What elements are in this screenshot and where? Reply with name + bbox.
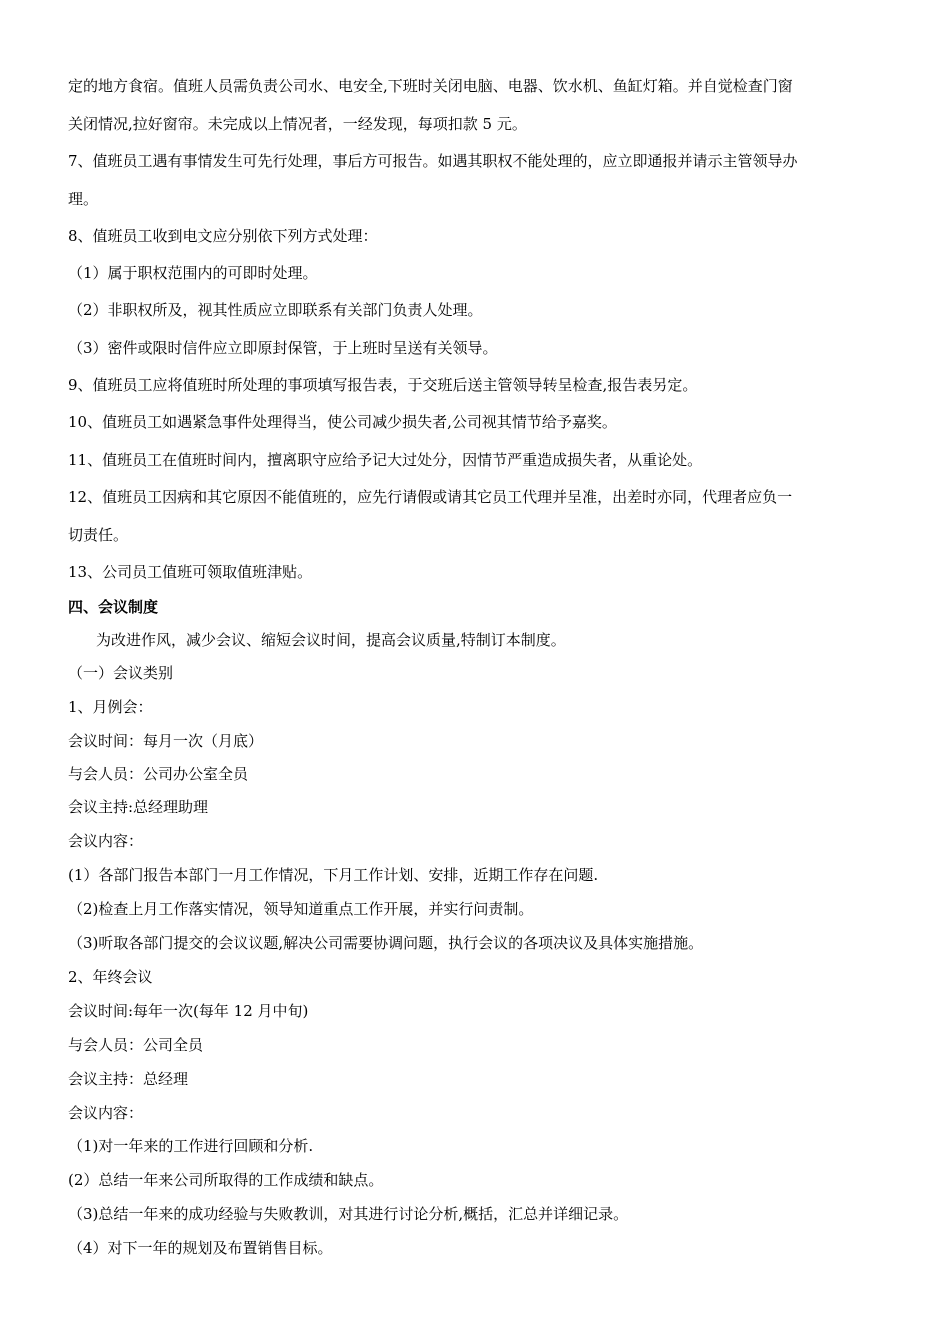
paragraph-line: 定的地方食宿。值班人员需负责公司水、电安全,下班时关闭电脑、电器、饮水机、鱼缸灯箱。并自觉检查门窗 — [68, 77, 793, 95]
meeting-time: 会议时间:每年一次(每年 12 月中旬) — [68, 1002, 309, 1020]
meeting-attendees: 与会人员：公司全员 — [68, 1036, 204, 1054]
meeting-host: 会议主持:总经理助理 — [68, 798, 209, 816]
item-heading: 1、月例会： — [68, 698, 153, 716]
subsection-heading: （一）会议类别 — [68, 664, 174, 682]
list-item: （1)对一年来的工作进行回顾和分析. — [68, 1137, 314, 1155]
list-item: （3）密件或限时信件应立即原封保管，于上班时呈送有关领导。 — [68, 339, 498, 357]
list-item: （3)听取各部门提交的会议议题,解决公司需要协调问题，执行会议的各项决议及具体实施措施。 — [68, 934, 704, 952]
list-item: （4）对下一年的规划及布置销售目标。 — [68, 1239, 333, 1257]
paragraph-line: 9、值班员工应将值班时所处理的事项填写报告表，于交班后送主管领导转呈检查,报告表另定。 — [68, 376, 698, 394]
paragraph-line: 10、值班员工如遇紧急事件处理得当，使公司减少损失者,公司视其情节给予嘉奖。 — [68, 413, 617, 431]
paragraph-line: 11、值班员工在值班时间内，擅离职守应给予记大过处分，因情节严重造成损失者，从重论处。 — [68, 451, 703, 469]
list-item: （2）非职权所及，视其性质应立即联系有关部门负责人处理。 — [68, 301, 483, 319]
meeting-content-label: 会议内容： — [68, 1104, 144, 1122]
paragraph-line: 切责任。 — [68, 526, 129, 544]
paragraph-line: 12、值班员工因病和其它原因不能值班的，应先行请假或请其它员工代理并呈准，出差时亦同，代理者应负一 — [68, 488, 793, 506]
meeting-host: 会议主持：总经理 — [68, 1070, 189, 1088]
paragraph-line: 7、值班员工遇有事情发生可先行处理，事后方可报告。如遇其职权不能处理的，应立即通报并请示主管领导办 — [68, 152, 798, 170]
meeting-attendees: 与会人员：公司办公室全员 — [68, 765, 249, 783]
section-heading: 四、会议制度 — [68, 598, 159, 616]
list-item: （2)检查上月工作落实情况，领导知道重点工作开展，并实行问责制。 — [68, 900, 534, 918]
paragraph-line: 8、值班员工收到电文应分别依下列方式处理： — [68, 227, 378, 245]
paragraph-line: 关闭情况,拉好窗帘。未完成以上情况者，一经发现，每项扣款 5 元。 — [68, 115, 527, 133]
list-item: （1）属于职权范围内的可即时处理。 — [68, 264, 318, 282]
paragraph-line: 理。 — [68, 190, 99, 208]
list-item: （3)总结一年来的成功经验与失败教训，对其进行讨论分析,概括，汇总并详细记录。 — [68, 1205, 629, 1223]
intro-paragraph: 为改进作风，减少会议、缩短会议时间，提高会议质量,特制订本制度。 — [96, 631, 566, 649]
item-heading: 2、年终会议 — [68, 968, 153, 986]
list-item: (2）总结一年来公司所取得的工作成绩和缺点。 — [68, 1171, 384, 1189]
paragraph-line: 13、公司员工值班可领取值班津贴。 — [68, 563, 313, 581]
list-item: (1）各部门报告本部门一月工作情况，下月工作计划、安排，近期工作存在问题. — [68, 866, 599, 884]
meeting-time: 会议时间：每月一次（月底） — [68, 732, 264, 750]
meeting-content-label: 会议内容： — [68, 832, 144, 850]
